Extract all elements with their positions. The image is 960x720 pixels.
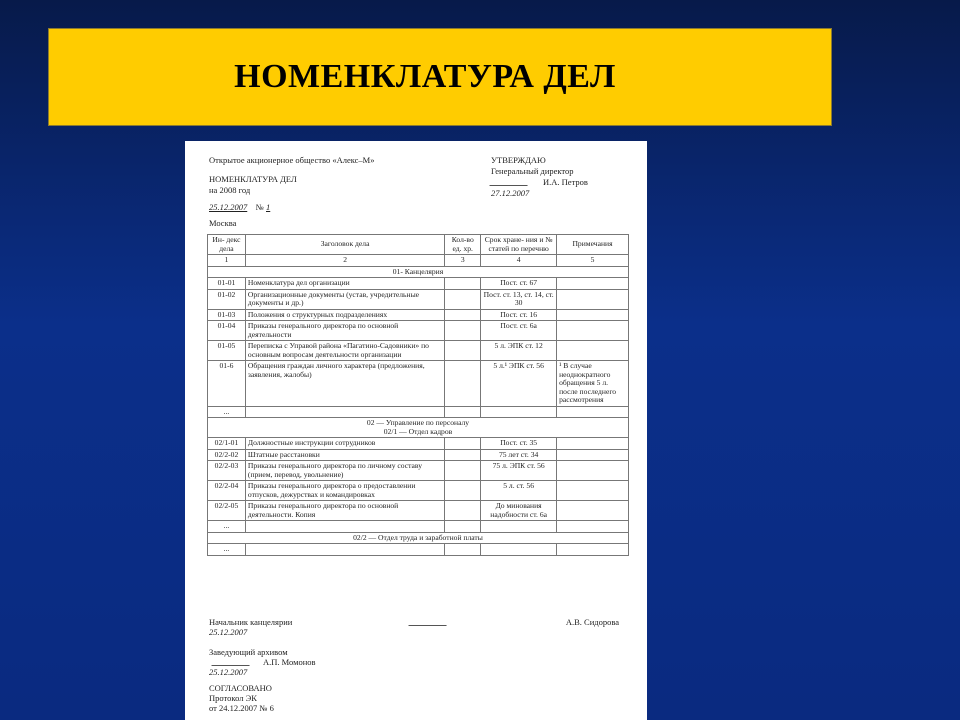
signature-icon [408,617,449,626]
row-term: До минования надобности ст. 6а [481,501,557,521]
head-office-position: Начальник канцелярии [209,617,293,627]
row-term: Пост. ст. 35 [481,438,557,450]
col-number: 1 [208,255,246,267]
ellipsis: ... [208,406,246,418]
row-term: 75 лет ст. 34 [481,449,557,461]
row-count [445,501,481,521]
row-term: Пост. ст. 67 [481,278,557,290]
row-index: 01-02 [208,289,246,309]
document-year: на 2008 год [209,185,251,195]
ellipsis: ... [208,544,246,556]
signature-icon [489,177,530,186]
ellipsis-row [208,406,629,418]
footer-agreed [209,683,274,713]
row-count [445,278,481,290]
section-row [208,532,629,544]
row-title: Переписка с Управой района «Пагатино-Садовники» по основным вопросам деятельности организации [245,341,444,361]
header-title: Заголовок дела [245,235,444,255]
row-note [557,449,629,461]
row-index: 02/2-04 [208,481,246,501]
row-note [557,289,629,309]
approve-word: УТВЕРЖДАЮ [491,155,546,165]
footer-head-office [209,617,619,637]
row-index: 01-05 [208,341,246,361]
row-index: 02/2-02 [208,449,246,461]
document-city: Москва [209,218,237,228]
row-note [557,278,629,290]
ellipsis: ... [208,521,246,533]
header-term: Срок хране- ния и № статей по перечню [481,235,557,255]
approve-signature-line [491,177,588,188]
row-note [557,461,629,481]
archive-date: 25.12.2007 [209,667,248,677]
document-header-left [209,155,375,229]
section-1-title: 01- Канцелярия [208,266,629,278]
row-count [445,449,481,461]
row-note: ¹ В случае неоднократного обращения 5 л. после последнего рассмотрения [557,361,629,407]
head-office-name: А.В. Сидорова [565,617,619,627]
row-term: Пост. ст. 6а [481,321,557,341]
document-date: 25.12.2007 [209,202,248,212]
row-term: 5 л.¹ ЭПК ст. 56 [481,361,557,407]
ellipsis-row [208,521,629,533]
row-title: Приказы генерального директора о предоставлении отпусков, дежурствах и командировках [245,481,444,501]
table-row [208,501,629,521]
row-index: 01-03 [208,309,246,321]
row-title: Номенклатура дел организации [245,278,444,290]
table-row [208,481,629,501]
row-index: 01-04 [208,321,246,341]
number-label: № [255,202,264,212]
row-count [445,341,481,361]
row-note [557,438,629,450]
col-number: 4 [481,255,557,267]
row-index: 02/2-03 [208,461,246,481]
header-notes: Примечания [557,235,629,255]
document-number: 1 [266,202,271,212]
row-count [445,289,481,309]
row-index: 01-6 [208,361,246,407]
approve-date: 27.12.2007 [491,188,530,198]
row-term: 75 л. ЭПК ст. 56 [481,461,557,481]
row-note [557,321,629,341]
agreed-word: СОГЛАСОВАНО [209,683,272,693]
table-row [208,289,629,309]
header-count: Кол-во ед. хр. [445,235,481,255]
row-count [445,361,481,407]
row-term: Пост. ст. 16 [481,309,557,321]
row-title: Приказы генерального директора по основной деятельности. Копия [245,501,444,521]
header-index: Ин- декс дела [208,235,246,255]
section-row [208,266,629,278]
table-col-numbers [208,255,629,267]
footer-archive [209,647,316,677]
document-title: НОМЕНКЛАТУРА ДЕЛ [209,174,297,184]
section-2-title [208,418,629,438]
document-date-number [209,202,375,213]
row-count [445,461,481,481]
head-office-date: 25.12.2007 [209,627,248,637]
table-row [208,438,629,450]
row-note [557,481,629,501]
section-row [208,418,629,438]
row-count [445,309,481,321]
row-count [445,481,481,501]
document-scan [185,141,647,720]
col-number: 3 [445,255,481,267]
section-3-title: 02/2 — Отдел труда и заработной платы [208,532,629,544]
col-number: 5 [557,255,629,267]
approve-name: И.А. Петров [543,177,588,187]
ellipsis-row [208,544,629,556]
slide-title-bar [48,28,832,126]
approve-position: Генеральный директор [491,166,574,176]
row-count [445,438,481,450]
row-term: 5 л. ст. 56 [481,481,557,501]
row-note [557,501,629,521]
row-title: Штатные расстановки [245,449,444,461]
row-title: Обращения граждан личного характера (предложения, заявления, жалобы) [245,361,444,407]
nomenclature-table [207,234,629,556]
archive-name: А.П. Момонов [263,657,316,667]
archive-position: Заведующий архивом [209,647,288,657]
table-header-row [208,235,629,255]
row-count [445,321,481,341]
col-number: 2 [245,255,444,267]
org-name: Открытое акционерное общество «Алекс–М» [209,155,375,165]
row-index: 01-01 [208,278,246,290]
table-row [208,309,629,321]
signature-icon [211,657,252,666]
row-title: Приказы генерального директора по основной деятельности [245,321,444,341]
protocol-name: Протокол ЭК [209,693,257,703]
row-title: Положения о структурных подразделениях [245,309,444,321]
table-row [208,321,629,341]
slide-title: НОМЕНКЛАТУРА ДЕЛ [234,58,616,95]
row-title: Приказы генерального директора по личному составу (прием, перевод, увольнение) [245,461,444,481]
table-row [208,361,629,407]
row-note [557,309,629,321]
section-2-subtitle: 02/1 — Отдел кадров [383,426,453,436]
table-row [208,341,629,361]
row-index: 02/1-01 [208,438,246,450]
section-2-name: 02 — Управление по персоналу [366,418,470,427]
table-row [208,278,629,290]
table-row [208,461,629,481]
table-row [208,449,629,461]
document-header-right [491,155,588,199]
row-title: Организационные документы (устав, учредительные документы и др.) [245,289,444,309]
row-note [557,341,629,361]
row-term: 5 л. ЭПК ст. 12 [481,341,557,361]
row-title: Должностные инструкции сотрудников [245,438,444,450]
row-term: Пост. ст. 13, ст. 14, ст. 30 [481,289,557,309]
protocol-date: от 24.12.2007 № 6 [209,703,274,713]
row-index: 02/2-05 [208,501,246,521]
